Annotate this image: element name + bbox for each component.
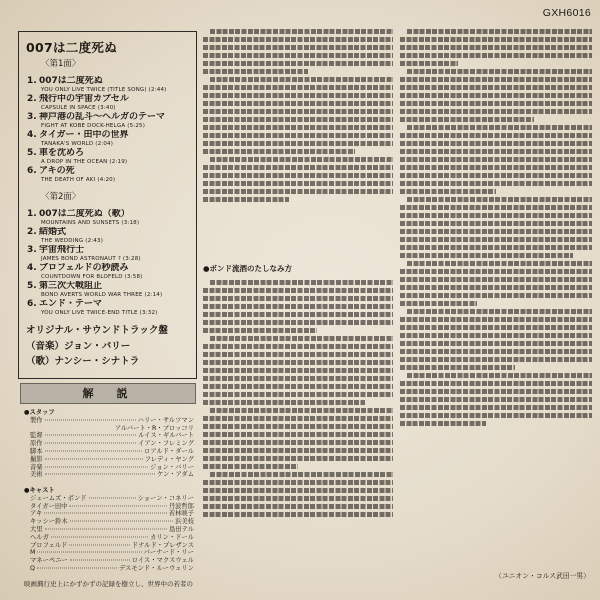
cast-section bbox=[24, 487, 194, 573]
text-line bbox=[400, 229, 592, 234]
cast-row bbox=[24, 549, 194, 557]
track-title-row bbox=[27, 245, 196, 256]
track-title-en: MOUNTAINS AND SUNSETS (3:18) bbox=[41, 219, 140, 226]
track-number: 2. bbox=[27, 227, 37, 237]
staff-row bbox=[24, 448, 194, 456]
track-title-row bbox=[27, 112, 196, 123]
track-title-row bbox=[27, 281, 196, 292]
cast-role: ジェームズ・ボンド bbox=[30, 494, 87, 502]
cast-role: Q bbox=[30, 564, 35, 572]
track-title-en: CAPSULE IN SPACE (3:40) bbox=[41, 104, 116, 111]
text-line bbox=[400, 77, 592, 82]
dotted-leader bbox=[45, 458, 143, 459]
track-title-ja: アキの死 bbox=[39, 166, 75, 176]
dotted-leader bbox=[37, 552, 141, 553]
side-2-tracks bbox=[19, 209, 196, 317]
text-line bbox=[400, 405, 592, 410]
text-line bbox=[400, 341, 592, 346]
album-credits bbox=[19, 323, 196, 370]
staff-name: イアン・フレミング bbox=[138, 440, 194, 448]
text-line bbox=[400, 181, 592, 186]
side-2-label: 〈第2面〉 bbox=[41, 192, 81, 202]
staff-row bbox=[24, 417, 194, 425]
text-line bbox=[400, 221, 592, 226]
staff-role: 音楽 bbox=[30, 463, 43, 471]
track-item bbox=[19, 263, 196, 281]
staff-row bbox=[24, 471, 194, 479]
text-line bbox=[400, 245, 592, 250]
commentary-heading: 解 説 bbox=[20, 383, 196, 404]
dotted-leader bbox=[69, 505, 166, 506]
text-line bbox=[400, 293, 592, 298]
dotted-leader bbox=[45, 450, 142, 451]
text-line bbox=[400, 133, 592, 138]
text-line bbox=[400, 357, 592, 362]
text-line bbox=[203, 480, 393, 485]
text-line bbox=[400, 397, 592, 402]
text-line bbox=[203, 181, 393, 186]
text-line bbox=[203, 312, 393, 317]
cast-row bbox=[24, 518, 194, 526]
text-line bbox=[203, 101, 393, 106]
commentary-body-first-line: 映画興行史上にかずかずの記録を樹立し、世界中の若者の bbox=[24, 580, 193, 588]
dotted-leader bbox=[45, 435, 137, 436]
text-line bbox=[203, 416, 393, 421]
text-line bbox=[203, 432, 393, 437]
text-line bbox=[400, 349, 592, 354]
text-line bbox=[400, 141, 592, 146]
text-line bbox=[203, 61, 393, 66]
dotted-leader bbox=[45, 474, 155, 475]
track-title-row bbox=[27, 209, 196, 220]
track-title-row bbox=[27, 130, 196, 141]
staff-name: ジョン・バリー bbox=[150, 463, 194, 471]
text-line bbox=[203, 368, 393, 373]
staff-name: ルイス・ギルバート bbox=[138, 432, 194, 440]
track-title-en: THE DEATH OF AKI (4:20) bbox=[41, 176, 116, 183]
cast-role: 大里 bbox=[30, 525, 43, 533]
text-line bbox=[203, 141, 393, 146]
track-item bbox=[19, 130, 196, 148]
text-line bbox=[203, 360, 393, 365]
text-line bbox=[407, 309, 592, 314]
track-title-ja: 宇宙飛行士 bbox=[39, 245, 85, 255]
text-line bbox=[203, 488, 393, 493]
text-line bbox=[210, 408, 393, 413]
dotted-leader bbox=[44, 513, 166, 514]
track-title-row bbox=[27, 76, 196, 87]
text-line bbox=[210, 77, 393, 82]
cast-name: 浜美枝 bbox=[175, 518, 194, 526]
text-line bbox=[203, 85, 393, 90]
track-title-ja: 007は二度死ぬ（歌） bbox=[39, 209, 130, 219]
text-line bbox=[210, 29, 393, 34]
staff-heading: ●スタッフ bbox=[24, 409, 55, 416]
text-line bbox=[203, 328, 317, 333]
track-title-en: COUNTDOWN FOR BLOFELD (3:58) bbox=[41, 273, 143, 280]
track-title-ja: 第三次大戦阻止 bbox=[39, 281, 103, 291]
text-line bbox=[400, 85, 592, 90]
track-item bbox=[19, 148, 196, 166]
side-1-label: 〈第1面〉 bbox=[41, 59, 81, 69]
staff-row bbox=[24, 440, 194, 448]
text-line bbox=[400, 165, 592, 170]
track-number: 4. bbox=[27, 130, 37, 140]
dotted-leader bbox=[45, 443, 137, 444]
dotted-leader bbox=[70, 521, 173, 522]
text-line bbox=[400, 381, 592, 386]
staff-row bbox=[24, 456, 194, 464]
text-line bbox=[203, 189, 393, 194]
cast-role: ヘルガ bbox=[30, 533, 49, 541]
text-line bbox=[210, 336, 393, 341]
text-line bbox=[203, 344, 393, 349]
track-title-ja: 神戸港の乱斗～ヘルガのテーマ bbox=[39, 112, 166, 122]
track-title-row bbox=[27, 299, 196, 310]
text-line bbox=[203, 288, 393, 293]
text-line bbox=[203, 197, 289, 202]
staff-name: ロアルド・ダール bbox=[144, 447, 194, 455]
text-line bbox=[400, 149, 592, 154]
text-line bbox=[203, 93, 393, 98]
staff-name: ハリー・サルツマン bbox=[137, 416, 194, 424]
track-item bbox=[19, 166, 196, 184]
text-line bbox=[407, 197, 592, 202]
track-number: 3. bbox=[27, 112, 37, 122]
cast-role: アキ bbox=[30, 510, 43, 518]
dotted-leader bbox=[45, 419, 136, 420]
text-line bbox=[400, 333, 592, 338]
staff-role: 監督 bbox=[30, 432, 43, 440]
dotted-leader bbox=[37, 567, 117, 568]
dotted-leader bbox=[45, 528, 168, 529]
track-title-en: YOU ONLY LIVE TWICE (TITLE SONG) (2:44) bbox=[41, 86, 167, 93]
cast-row bbox=[24, 495, 194, 503]
cast-name: ロイス・マクスウェル bbox=[131, 557, 194, 565]
music-credit: （音楽）ジョン・バリー bbox=[26, 340, 131, 352]
text-line bbox=[210, 157, 393, 162]
track-number: 6. bbox=[27, 299, 37, 309]
track-title-ja: 車を沈めろ bbox=[39, 148, 85, 158]
text-line bbox=[203, 400, 365, 405]
text-line bbox=[203, 496, 393, 501]
text-line bbox=[400, 317, 592, 322]
text-line bbox=[400, 173, 592, 178]
author-signature: （ユニオン・コルス武田一男） bbox=[495, 572, 590, 580]
track-number: 2. bbox=[27, 94, 37, 104]
text-line bbox=[400, 413, 592, 418]
section-heading: ●ボンド流酒のたしなみ方 bbox=[203, 264, 293, 273]
track-number: 1. bbox=[27, 209, 37, 219]
text-line bbox=[203, 320, 393, 325]
text-line bbox=[210, 280, 393, 285]
text-line bbox=[203, 456, 393, 461]
text-line bbox=[400, 301, 477, 306]
text-line bbox=[400, 421, 486, 426]
text-line bbox=[400, 277, 592, 282]
track-number: 4. bbox=[27, 263, 37, 273]
track-item bbox=[19, 227, 196, 245]
track-title-ja: 007は二度死ぬ bbox=[39, 76, 103, 86]
text-line bbox=[407, 373, 592, 378]
staff-role: 美術 bbox=[30, 471, 43, 479]
dotted-leader bbox=[45, 466, 148, 467]
text-line bbox=[203, 440, 393, 445]
text-line bbox=[400, 53, 592, 58]
text-line bbox=[203, 512, 393, 517]
cast-row bbox=[24, 526, 194, 534]
track-title-en: YOU ONLY LIVE TWICE-END TITLE (3:32) bbox=[41, 309, 158, 316]
track-title-ja: 結婚式 bbox=[39, 227, 67, 237]
text-line bbox=[400, 45, 592, 50]
text-line bbox=[203, 376, 393, 381]
staff-name: アルバート・R・ブロッコリ bbox=[114, 424, 194, 432]
track-title-ja: エンド・テーマ bbox=[39, 299, 103, 309]
track-title-row bbox=[27, 148, 196, 159]
text-line bbox=[203, 384, 393, 389]
track-item bbox=[19, 209, 196, 227]
track-item bbox=[19, 281, 196, 299]
track-number: 6. bbox=[27, 166, 37, 176]
cast-row bbox=[24, 534, 194, 542]
text-line bbox=[203, 149, 355, 154]
text-line bbox=[203, 133, 393, 138]
staff-name: ケン・アダム bbox=[156, 471, 194, 479]
dotted-leader bbox=[70, 560, 130, 561]
track-number: 3. bbox=[27, 245, 37, 255]
album-title: 007は二度死ぬ bbox=[26, 40, 117, 55]
tracklist-box bbox=[18, 31, 197, 379]
text-line bbox=[203, 424, 393, 429]
text-line bbox=[203, 504, 393, 509]
cast-heading: ●キャスト bbox=[24, 487, 55, 494]
text-line bbox=[400, 109, 592, 114]
text-line bbox=[400, 93, 592, 98]
text-line bbox=[400, 205, 592, 210]
commentary-body-column-middle-upper bbox=[203, 26, 393, 205]
cast-name: カリン・ドール bbox=[150, 533, 194, 541]
text-line bbox=[400, 157, 592, 162]
track-title-row bbox=[27, 94, 196, 105]
cast-role: キッシー鈴木 bbox=[30, 518, 68, 526]
track-title-row bbox=[27, 227, 196, 238]
cast-role: マネーペニー bbox=[30, 557, 68, 565]
track-title-en: BOND AVERTS WORLD WAR THREE (2:14) bbox=[41, 291, 163, 298]
commentary-body-column-right bbox=[400, 26, 592, 429]
text-line bbox=[400, 237, 592, 242]
track-number: 5. bbox=[27, 148, 37, 158]
catalog-number: GXH6016 bbox=[542, 7, 591, 19]
text-line bbox=[203, 296, 393, 301]
track-number: 1. bbox=[27, 76, 37, 86]
cast-role: タイガー田中 bbox=[30, 502, 68, 510]
cast-name: ショーン・コネリー bbox=[137, 494, 194, 502]
track-number: 5. bbox=[27, 281, 37, 291]
dotted-leader bbox=[51, 536, 148, 537]
staff-role: 撮影 bbox=[30, 455, 43, 463]
cast-name: 丹波哲郎 bbox=[168, 502, 194, 510]
side-1-tracks bbox=[19, 76, 196, 184]
track-title-en: A DROP IN THE OCEAN (2:19) bbox=[41, 158, 128, 165]
cast-row bbox=[24, 565, 194, 573]
track-title-en: JAMES BOND ASTRONAUT ? (3:28) bbox=[41, 255, 141, 262]
text-line bbox=[203, 53, 393, 58]
track-title-row bbox=[27, 263, 196, 274]
release-type: オリジナル・サウンドトラック盤 bbox=[26, 325, 168, 336]
text-line bbox=[203, 165, 393, 170]
text-line bbox=[203, 173, 393, 178]
staff-role: 脚本 bbox=[30, 447, 43, 455]
text-line bbox=[400, 37, 592, 42]
dotted-leader bbox=[69, 544, 129, 545]
text-line bbox=[203, 117, 393, 122]
text-line bbox=[203, 109, 393, 114]
track-title-ja: ブロフェルドの秒読み bbox=[39, 263, 129, 273]
staff-section bbox=[24, 409, 194, 479]
text-line bbox=[407, 125, 592, 130]
vocal-credit: （歌）ナンシー・シナトラ bbox=[26, 356, 140, 367]
text-line bbox=[407, 69, 592, 74]
text-line bbox=[203, 45, 393, 50]
text-line bbox=[210, 472, 393, 477]
text-line bbox=[203, 352, 393, 357]
text-line bbox=[400, 213, 592, 218]
track-title-ja: タイガー・田中の世界 bbox=[39, 130, 129, 140]
text-line bbox=[407, 29, 592, 34]
cast-name: ドナルド・プレザンス bbox=[131, 541, 194, 549]
text-line bbox=[203, 464, 298, 469]
text-line bbox=[400, 117, 534, 122]
cast-role: ブロフェルド bbox=[30, 541, 68, 549]
track-title-en: THE WEDDING (2:43) bbox=[41, 237, 104, 244]
text-line bbox=[400, 389, 592, 394]
track-title-row bbox=[27, 166, 196, 177]
text-line bbox=[203, 125, 393, 130]
text-line bbox=[407, 261, 592, 266]
track-title-ja: 飛行中の宇宙カプセル bbox=[39, 94, 129, 104]
staff-name: フレディ・ヤング bbox=[144, 455, 194, 463]
track-title-en: FIGHT AT KOBE DOCK-HELGA (5:25) bbox=[41, 122, 146, 129]
cast-name: バーナード・リー bbox=[143, 549, 194, 557]
text-line bbox=[400, 269, 592, 274]
text-line bbox=[203, 448, 393, 453]
text-line bbox=[400, 61, 458, 66]
cast-name: デスモンド・ルーウェリン bbox=[118, 564, 194, 572]
dotted-leader bbox=[89, 497, 136, 498]
text-line bbox=[400, 325, 592, 330]
text-line bbox=[400, 189, 496, 194]
commentary-body-column-middle-lower bbox=[203, 277, 393, 520]
cast-name: 若林映子 bbox=[168, 510, 194, 518]
staff-role: 原作 bbox=[30, 440, 43, 448]
track-item bbox=[19, 112, 196, 130]
track-item bbox=[19, 76, 196, 94]
text-line bbox=[400, 101, 592, 106]
cast-name: 島田テル bbox=[169, 525, 194, 533]
track-item bbox=[19, 299, 196, 317]
track-title-en: TANAKA'S WORLD (2:04) bbox=[41, 140, 114, 147]
text-line bbox=[400, 253, 573, 258]
track-item bbox=[19, 245, 196, 263]
text-line bbox=[203, 392, 393, 397]
text-line bbox=[203, 69, 308, 74]
cast-row bbox=[24, 557, 194, 565]
track-item bbox=[19, 94, 196, 112]
text-line bbox=[400, 365, 515, 370]
text-line bbox=[203, 37, 393, 42]
cast-role: M bbox=[30, 549, 36, 557]
staff-role: 製作 bbox=[30, 416, 43, 424]
text-line bbox=[400, 285, 592, 290]
text-line bbox=[203, 304, 393, 309]
